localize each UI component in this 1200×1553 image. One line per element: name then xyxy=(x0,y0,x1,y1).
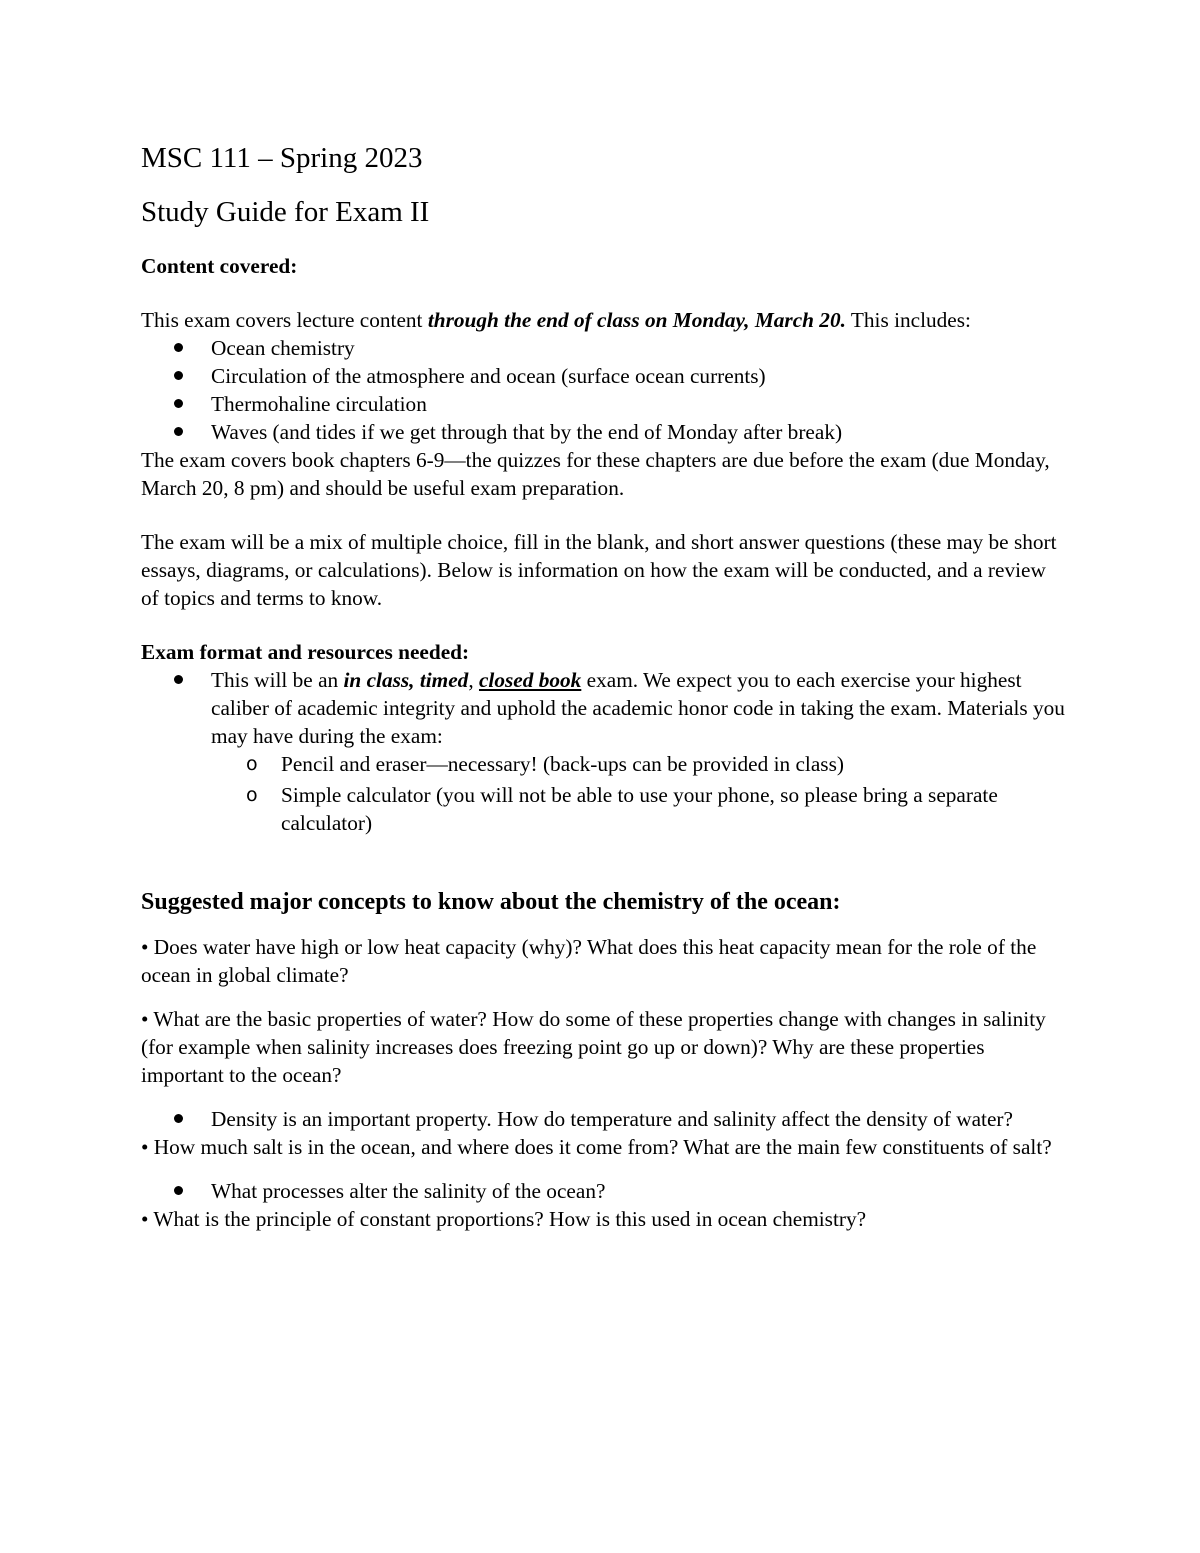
list-item: Ocean chemistry xyxy=(211,334,1066,362)
salinity-sublist xyxy=(141,1177,1066,1205)
question-water-properties: • What are the basic properties of water? How do some of these properties change with changes in salinity (for example when salinity increases does freezing point go up or down)? Why are these properties important to the ocean? xyxy=(141,1007,1046,1087)
circle-bullet-icon: o xyxy=(246,753,258,775)
material-text: Simple calculator (you will not be able to use your phone, so please bring a separate calculator) xyxy=(281,783,998,835)
exam-format-text-a: This will be an xyxy=(211,668,344,692)
content-intro-emphasis: through the end of class on Monday, March 20. xyxy=(427,308,846,332)
course-title: MSC 111 – Spring 2023 xyxy=(141,142,423,174)
document-page xyxy=(141,140,1066,1249)
content-intro-text-b: This includes: xyxy=(845,308,971,332)
exam-format-emphasis-2: closed book xyxy=(478,668,582,692)
question-constant-proportions: • What is the principle of constant proportions? How is this used in ocean chemistry? xyxy=(141,1207,867,1231)
list-item: Circulation of the atmosphere and ocean (surface ocean currents) xyxy=(211,362,1066,390)
content-intro xyxy=(141,306,1066,334)
guide-title: Study Guide for Exam II xyxy=(141,196,430,228)
list-item: Waves (and tides if we get through that by the end of Monday after break) xyxy=(211,418,1066,446)
list-item: Thermohaline circulation xyxy=(211,390,1066,418)
list-item: What processes alter the salinity of the ocean? xyxy=(211,1177,1066,1205)
exam-format-text-b: exam. We expect you to each exercise your highest caliber of academic integrity and uphold the academic honor code in taking the exam. Materials you may have during the exam: xyxy=(211,668,1065,748)
circle-bullet-icon: o xyxy=(246,784,258,806)
question-salt: • How much salt is in the ocean, and where does it come from? What are the main few constituents of salt? xyxy=(141,1135,1052,1159)
list-item xyxy=(211,666,1066,837)
format-note: The exam will be a mix of multiple choice, fill in the blank, and short answer questions (these may be short essays, diagrams, or calculations). Below is information on how the exam will be conducted, and a review of topics and terms to know. xyxy=(141,530,1057,610)
exam-format-emphasis-1: in class, timed xyxy=(343,668,469,692)
topic-list xyxy=(141,334,1066,446)
exam-format-list xyxy=(141,666,1066,837)
list-item xyxy=(246,781,1066,837)
list-item: Density is an important property. How do temperature and salinity affect the density of water? xyxy=(211,1105,1066,1133)
content-covered-heading: Content covered: xyxy=(141,254,298,278)
material-text: Pencil and eraser—necessary! (back-ups can be provided in class) xyxy=(281,752,844,776)
chapters-note: The exam covers book chapters 6-9—the quizzes for these chapters are due before the exam (due Monday, March 20, 8 pm) and should be useful exam preparation. xyxy=(141,448,1050,500)
content-intro-text-a: This exam covers lecture content xyxy=(141,308,428,332)
density-sublist xyxy=(141,1105,1066,1133)
exam-format-heading: Exam format and resources needed: xyxy=(141,640,470,664)
list-item xyxy=(246,750,1066,778)
chemistry-heading: Suggested major concepts to know about the chemistry of the ocean: xyxy=(141,889,841,915)
question-heat-capacity: • Does water have high or low heat capacity (why)? What does this heat capacity mean for the role of the ocean in global climate? xyxy=(141,935,1037,987)
exam-format-separator: , xyxy=(468,668,479,692)
materials-list xyxy=(211,750,1066,837)
